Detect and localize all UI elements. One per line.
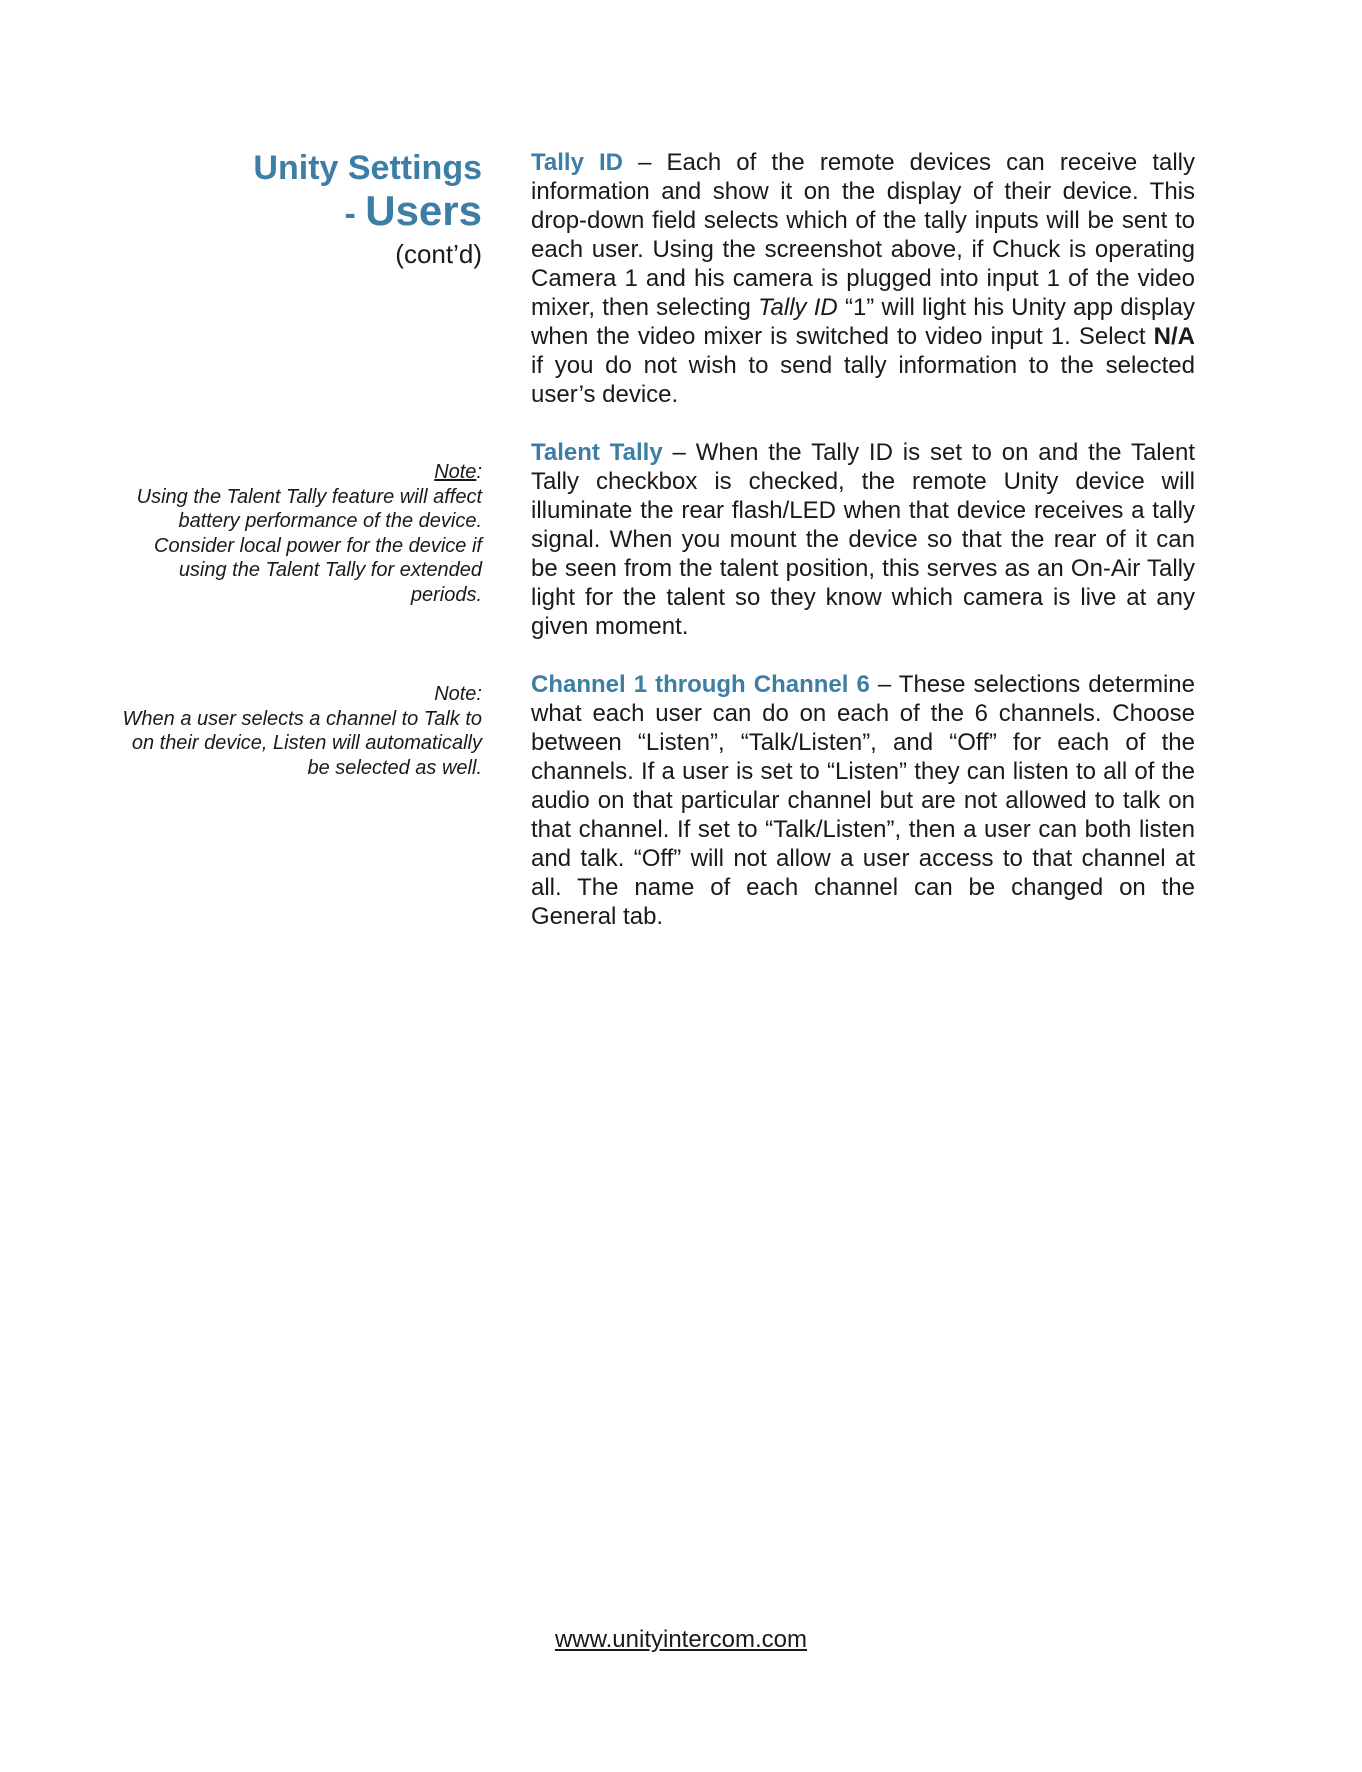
note-label: Note [434, 461, 477, 483]
paragraph-text: “1” will light his Unity app display when the video mixer is switched to video input 1. Select [531, 294, 1195, 350]
main-content [531, 148, 1195, 960]
note-label: Note: [434, 683, 482, 705]
heading-subtitle-text: Users [365, 187, 482, 234]
heading-subtitle [120, 188, 482, 237]
paragraph-text: if you do not wish to send tally information to the selected user’s device. [531, 352, 1195, 408]
note-label-row [120, 460, 482, 485]
note-label-colon: : [476, 461, 482, 483]
term-tally-id: Tally ID [531, 149, 623, 176]
paragraph-text: – When the Tally ID is set to on and the Talent Tally checkbox is checked, the remote Unity device will illuminate the rear flash/LED when that device receives a tally signal. When you mount the device so that the rear of it can be seen from the talent position, this serves as an On-Air Tally light for the talent so they know which camera is live at any given moment. [531, 439, 1195, 640]
inline-italic-term: Tally ID [758, 294, 838, 321]
note-text: When a user selects a channel to Talk to on their device, Listen will automatically be selected as well. [122, 707, 482, 779]
paragraph-tally-id [531, 148, 1195, 409]
note-text: Using the Talent Tally feature will affect battery performance of the device. Consider local power for the device if using the Talent Tally for extended periods. [136, 485, 482, 606]
paragraph-channels [531, 670, 1195, 931]
heading-continued: (cont’d) [395, 239, 482, 269]
side-note-channel-listen [120, 682, 482, 780]
heading-dash: - [344, 195, 366, 233]
inline-bold-term: N/A [1153, 323, 1195, 350]
footer-website-link[interactable]: www.unityintercom.com [554, 1626, 808, 1653]
page-footer [0, 1626, 1362, 1654]
term-talent-tally: Talent Tally [531, 439, 663, 466]
paragraph-text: – These selections determine what each user can do on each of the 6 channels. Choose between “Listen”, “Talk/Listen”, and “Off” for each of the channels. If a user is set to “Listen” they can listen to all of the audio on that particular channel but are not allowed to talk on that channel. If set to “Talk/Listen”, then a user can both listen and talk. “Off” will not allow a user access to that channel at all. The name of each channel can be changed on the General tab. [531, 671, 1195, 930]
heading-title: Unity Settings [253, 149, 482, 187]
paragraph-text: – Each of the remote devices can receive tally information and show it on the display of their device. This drop-down field selects which of the tally inputs will be sent to each user. Using the screenshot above, if Chuck is operating Camera 1 and his camera is plugged into input 1 of the video mixer, then selecting [531, 149, 1195, 321]
term-channels: Channel 1 through Channel 6 [531, 671, 870, 698]
section-heading [120, 148, 482, 271]
side-note-talent-tally [120, 460, 482, 607]
paragraph-talent-tally [531, 438, 1195, 641]
